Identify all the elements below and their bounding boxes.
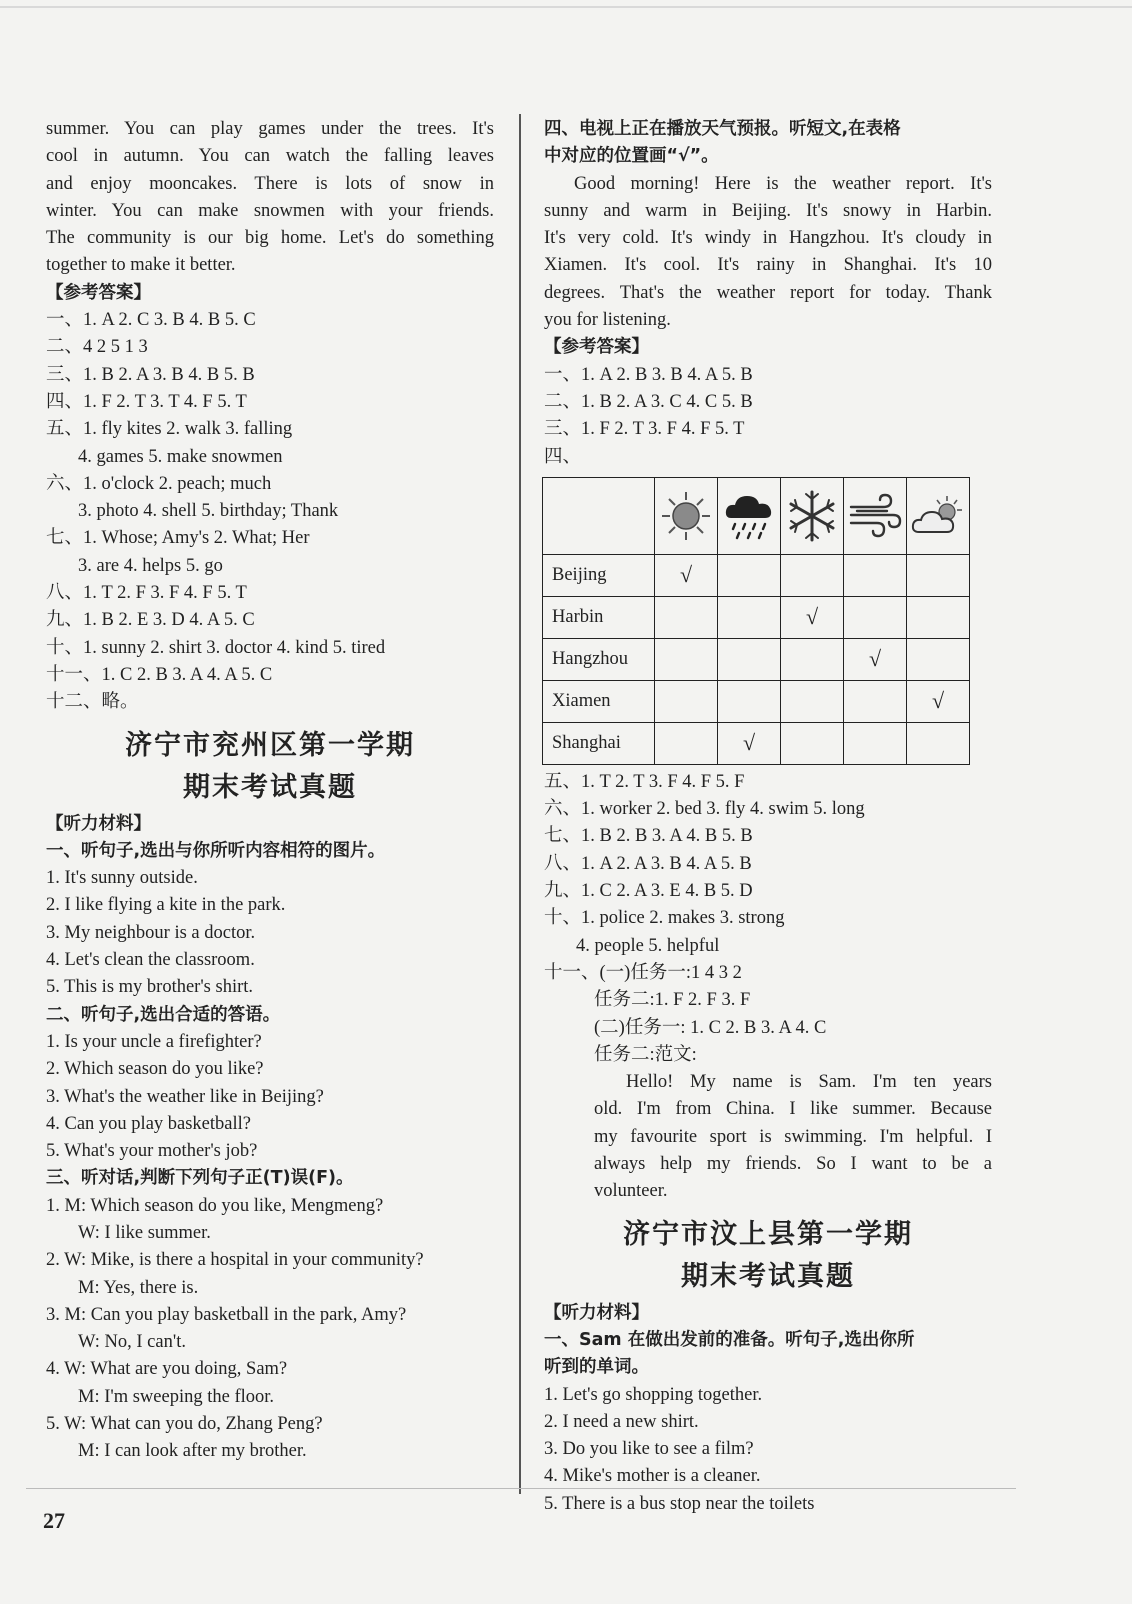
table-row bbox=[543, 638, 970, 680]
listening-material-heading: 【听力材料】 bbox=[46, 813, 151, 834]
listening-line: 4. Let's clean the classroom. bbox=[46, 950, 255, 971]
section-heading: 一、Sam 在做出发前的准备。听句子,选出你所 bbox=[544, 1329, 915, 1350]
answer-line: 十、1. sunny 2. shirt 3. doctor 4. kind 5. tired bbox=[46, 637, 386, 658]
city-cell: Harbin bbox=[543, 596, 655, 638]
check-cell bbox=[655, 596, 718, 638]
answer-line: 三、1. F 2. T 3. F 4. F 5. T bbox=[544, 419, 745, 440]
listening-line: 3. Do you like to see a film? bbox=[544, 1439, 754, 1460]
answer-line: 八、1. T 2. F 3. F 4. F 5. T bbox=[46, 583, 247, 604]
answer-line: 七、1. B 2. B 3. A 4. B 5. B bbox=[544, 826, 753, 847]
wind-icon bbox=[847, 491, 903, 541]
listening-line: 4. Mike's mother is a cleaner. bbox=[544, 1466, 761, 1487]
report-line: sunny and warm in Beijing. It's snowy in Harbin. bbox=[544, 200, 992, 221]
check-cell bbox=[718, 680, 781, 722]
check-cell bbox=[718, 554, 781, 596]
check-cell bbox=[907, 722, 970, 764]
exam-subtitle: 期末考试真题 bbox=[681, 1260, 855, 1292]
top-edge-line bbox=[0, 6, 1132, 8]
dialogue-line: 1. M: Which season do you like, Mengmeng? bbox=[46, 1195, 384, 1216]
icon-cell bbox=[655, 477, 718, 554]
answer-line: 十一、1. C 2. B 3. A 4. A 5. C bbox=[46, 664, 273, 685]
answer-line: 五、1. fly kites 2. walk 3. falling bbox=[46, 419, 293, 440]
check-mark: √ bbox=[868, 646, 882, 672]
report-line: It's very cold. It's windy in Hangzhou. It's cloudy in bbox=[544, 228, 992, 249]
table-corner-cell bbox=[543, 477, 655, 554]
icon-cell bbox=[907, 477, 970, 554]
check-mark: √ bbox=[679, 562, 693, 588]
passage-line: The community is our big home. Let's do something bbox=[46, 228, 494, 249]
dialogue-line: W: I like summer. bbox=[78, 1222, 211, 1243]
section-heading: 中对应的位置画“√”。 bbox=[544, 146, 719, 167]
listening-line: 2. I need a new shirt. bbox=[544, 1411, 699, 1432]
check-cell bbox=[844, 722, 907, 764]
answer-line: 一、1. A 2. B 3. B 4. A 5. B bbox=[544, 364, 753, 385]
city-cell: Beijing bbox=[543, 554, 655, 596]
passage-line: winter. You can make snowmen with your friends. bbox=[46, 200, 494, 221]
passage-line: summer. You can play games under the trees. It's bbox=[46, 119, 494, 139]
essay-line: old. I'm from China. I like summer. Because bbox=[594, 1099, 992, 1120]
section-heading: 二、听句子,选出合适的答语。 bbox=[46, 1004, 281, 1025]
answer-line: 六、1. o'clock 2. peach; much bbox=[46, 473, 272, 494]
exam-title: 济宁市兖州区第一学期 bbox=[125, 729, 415, 761]
answer-line: 二、4 2 5 1 3 bbox=[46, 337, 148, 358]
left-column bbox=[46, 116, 494, 1466]
answer-line: 一、1. A 2. C 3. B 4. B 5. C bbox=[46, 310, 256, 331]
dialogue-line: 3. M: Can you play basketball in the park, Amy? bbox=[46, 1304, 407, 1325]
answer-line: 五、1. T 2. T 3. F 4. F 5. F bbox=[544, 771, 745, 792]
answer-line: 七、1. Whose; Amy's 2. What; Her bbox=[46, 528, 310, 549]
rain-cloud-icon bbox=[721, 488, 777, 544]
check-cell bbox=[844, 596, 907, 638]
table-row bbox=[543, 554, 970, 596]
check-cell bbox=[655, 722, 718, 764]
answer-line: 4. people 5. helpful bbox=[576, 935, 720, 956]
essay-line: always help my friends. So I want to be a bbox=[594, 1154, 992, 1175]
answer-line: 四、1. F 2. T 3. T 4. F 5. T bbox=[46, 391, 247, 412]
dialogue-line: M: I can look after my brother. bbox=[78, 1441, 307, 1462]
listening-material-heading: 【听力材料】 bbox=[544, 1302, 649, 1323]
dialogue-line: W: No, I can't. bbox=[78, 1332, 186, 1353]
check-cell bbox=[718, 722, 781, 764]
essay-line: volunteer. bbox=[594, 1181, 668, 1202]
passage-line: and enjoy mooncakes. There is lots of snow in bbox=[46, 173, 494, 194]
city-cell: Xiamen bbox=[543, 680, 655, 722]
answer-line: 六、1. worker 2. bed 3. fly 4. swim 5. long bbox=[544, 799, 865, 820]
report-line: degrees. That's the weather report for today. Thank bbox=[544, 282, 992, 303]
listening-line: 2. I like flying a kite in the park. bbox=[46, 895, 286, 916]
check-cell bbox=[781, 596, 844, 638]
answer-line: 3. photo 4. shell 5. birthday; Thank bbox=[78, 501, 339, 522]
check-cell bbox=[718, 596, 781, 638]
answer-line: 九、1. B 2. E 3. D 4. A 5. C bbox=[46, 610, 255, 631]
check-cell bbox=[844, 554, 907, 596]
check-cell bbox=[907, 554, 970, 596]
answer-line: 3. are 4. helps 5. go bbox=[78, 555, 223, 576]
dialogue-line: 5. W: What can you do, Zhang Peng? bbox=[46, 1414, 323, 1435]
check-cell bbox=[781, 680, 844, 722]
answer-line: 十、1. police 2. makes 3. strong bbox=[544, 908, 785, 929]
listening-line: 1. It's sunny outside. bbox=[46, 868, 198, 889]
exam-subtitle: 期末考试真题 bbox=[183, 771, 357, 803]
section-heading: 四、电视上正在播放天气预报。听短文,在表格 bbox=[544, 119, 901, 139]
answer-line: 任务二:范文: bbox=[594, 1044, 697, 1065]
check-mark: √ bbox=[805, 604, 819, 630]
city-cell: Shanghai bbox=[543, 722, 655, 764]
table-row bbox=[543, 596, 970, 638]
page-number: 27 bbox=[43, 1508, 65, 1533]
dialogue-line: M: I'm sweeping the floor. bbox=[78, 1386, 275, 1407]
dialogue-line: 4. W: What are you doing, Sam? bbox=[46, 1359, 288, 1380]
check-cell bbox=[655, 554, 718, 596]
answer-line: (二)任务一: 1. C 2. B 3. A 4. C bbox=[594, 1017, 827, 1038]
cloud-sun-icon bbox=[909, 492, 967, 540]
listening-line: 5. This is my brother's shirt. bbox=[46, 977, 254, 998]
answer-line: 二、1. B 2. A 3. C 4. C 5. B bbox=[544, 391, 753, 412]
section-heading: 三、听对话,判断下列句子正(T)误(F)。 bbox=[46, 1168, 354, 1189]
answer-line: 四、 bbox=[544, 446, 582, 467]
snowflake-icon bbox=[784, 488, 840, 544]
weather-table bbox=[542, 477, 970, 765]
table-row bbox=[543, 680, 970, 722]
passage-line: cool in autumn. You can watch the falling leaves bbox=[46, 146, 494, 167]
answer-heading: 【参考答案】 bbox=[544, 337, 649, 358]
table-row bbox=[543, 722, 970, 764]
listening-line: 5. What's your mother's job? bbox=[46, 1141, 258, 1162]
essay-line: Hello! My name is Sam. I'm ten years bbox=[626, 1072, 992, 1093]
answer-heading: 【参考答案】 bbox=[46, 282, 151, 303]
check-cell bbox=[655, 680, 718, 722]
listening-line: 3. My neighbour is a doctor. bbox=[46, 922, 256, 943]
check-cell bbox=[907, 638, 970, 680]
icon-cell bbox=[781, 477, 844, 554]
right-column bbox=[544, 116, 992, 1518]
bottom-rule bbox=[26, 1488, 1016, 1489]
column-divider bbox=[519, 114, 521, 1494]
check-cell bbox=[781, 554, 844, 596]
answer-line: 任务二:1. F 2. F 3. F bbox=[594, 990, 751, 1011]
check-cell bbox=[844, 680, 907, 722]
icon-cell bbox=[718, 477, 781, 554]
check-cell bbox=[844, 638, 907, 680]
check-cell bbox=[907, 680, 970, 722]
answer-line: 十一、(一)任务一:1 4 3 2 bbox=[544, 962, 742, 983]
listening-line: 1. Is your uncle a firefighter? bbox=[46, 1031, 262, 1052]
answer-line: 九、1. C 2. A 3. E 4. B 5. D bbox=[544, 881, 753, 902]
icon-cell bbox=[844, 477, 907, 554]
report-line: you for listening. bbox=[544, 310, 671, 331]
check-cell bbox=[655, 638, 718, 680]
check-cell bbox=[907, 596, 970, 638]
section-heading: 一、听句子,选出与你所听内容相符的图片。 bbox=[46, 840, 386, 861]
check-mark: √ bbox=[742, 730, 756, 756]
answer-line: 八、1. A 2. A 3. B 4. A 5. B bbox=[544, 853, 752, 874]
report-line: Xiamen. It's cool. It's rainy in Shanghai. It's 10 bbox=[544, 255, 992, 276]
dialogue-line: 2. W: Mike, is there a hospital in your community? bbox=[46, 1250, 424, 1271]
listening-line: 1. Let's go shopping together. bbox=[544, 1384, 763, 1405]
listening-line: 5. There is a bus stop near the toilets bbox=[544, 1493, 815, 1514]
answer-line: 4. games 5. make snowmen bbox=[78, 446, 283, 467]
listening-line: 3. What's the weather like in Beijing? bbox=[46, 1086, 324, 1107]
check-cell bbox=[781, 638, 844, 680]
report-line: Good morning! Here is the weather report. It's bbox=[574, 173, 992, 194]
city-cell: Hangzhou bbox=[543, 638, 655, 680]
passage-line: together to make it better. bbox=[46, 255, 236, 276]
sun-icon bbox=[660, 490, 712, 542]
essay-line: my favourite sport is swimming. I'm helpful. I bbox=[594, 1126, 992, 1147]
listening-line: 4. Can you play basketball? bbox=[46, 1113, 251, 1134]
section-heading: 听到的单词。 bbox=[544, 1357, 649, 1378]
listening-line: 2. Which season do you like? bbox=[46, 1059, 264, 1080]
exam-title: 济宁市汶上县第一学期 bbox=[623, 1218, 913, 1250]
check-mark: √ bbox=[931, 688, 945, 714]
answer-line: 十二、略。 bbox=[46, 692, 139, 713]
dialogue-line: M: Yes, there is. bbox=[78, 1277, 199, 1298]
check-cell bbox=[781, 722, 844, 764]
answer-line: 三、1. B 2. A 3. B 4. B 5. B bbox=[46, 364, 255, 385]
check-cell bbox=[718, 638, 781, 680]
